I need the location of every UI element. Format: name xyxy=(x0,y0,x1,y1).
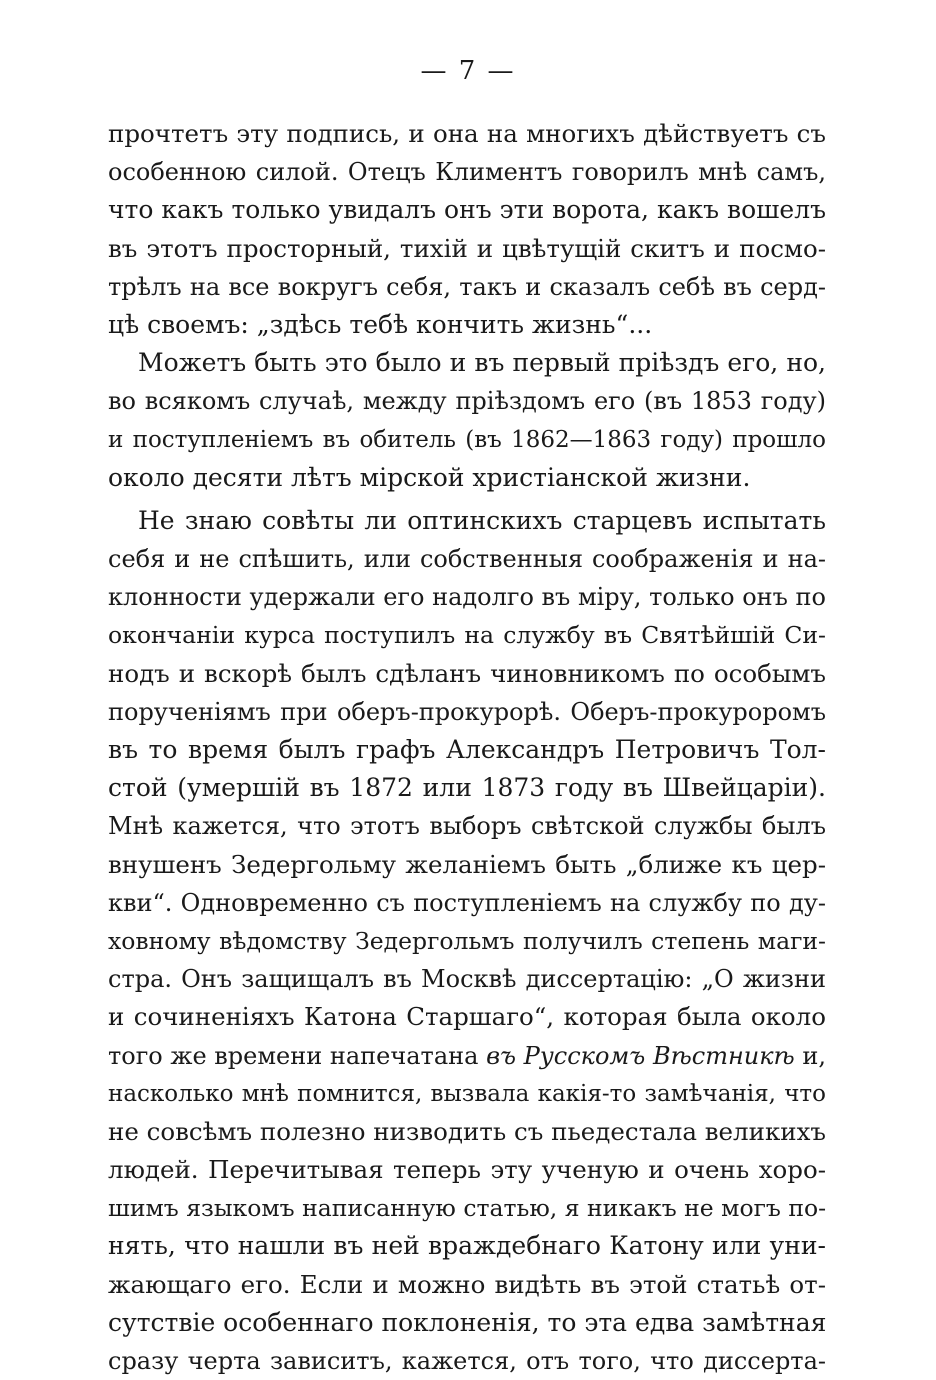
text-line: что какъ только увидалъ онъ эти ворота, какъ вошелъ xyxy=(108,195,826,225)
text-line: трѣлъ на все вокругъ себя, такъ и сказалъ себѣ въ серд- xyxy=(108,272,826,301)
text-line: Мнѣ кажется, что этотъ выборъ свѣтской службы былъ xyxy=(108,812,826,841)
text-line: ховному вѣдомству Зедергольмъ получилъ степень маги- xyxy=(108,926,826,955)
text-segment: того же времени напечатана xyxy=(108,1041,487,1070)
text-line: внушенъ Зедергольму желаніемъ быть „ближе къ цер- xyxy=(108,849,826,879)
paragraph-3 xyxy=(108,502,826,1380)
text-line: людей. Перечитывая теперь эту ученую и очень хоро- xyxy=(108,1155,826,1185)
text-line: шимъ языкомъ написанную статью, я никакъ не могъ по- xyxy=(108,1194,826,1223)
text-line: и поступленіемъ въ обитель (въ 1862—1863 году) прошло xyxy=(108,426,826,453)
text-line: въ то время былъ графъ Александръ Петровичъ Тол- xyxy=(108,735,826,764)
text-line: клонности удержали его надолго въ міру, только онъ по xyxy=(108,583,826,612)
text-line: порученіямъ при оберъ-прокурорѣ. Оберъ-прокуроромъ xyxy=(108,697,826,726)
text-line: окончаніи курса поступилъ на службу въ Святѣйшій Си- xyxy=(108,621,826,650)
text-line: жающаго его. Если и можно видѣть въ этой статьѣ от- xyxy=(108,1269,826,1299)
text-line: нодъ и вскорѣ былъ сдѣланъ чиновникомъ по особымъ xyxy=(108,658,826,688)
text-line: стой (умершій въ 1872 или 1873 году въ Швейцаріи). xyxy=(108,773,826,803)
body-text xyxy=(108,115,826,1380)
text-line: во всякомъ случаѣ, между пріѣздомъ его (въ 1853 году) xyxy=(108,387,826,416)
text-line: стра. Онъ защищалъ въ Москвѣ диссертацію: „О жизни xyxy=(108,965,826,994)
page-number: — 7 — xyxy=(420,56,516,86)
text-line: сутствіе особеннаго поклоненія, то эта едва замѣтная xyxy=(108,1307,826,1337)
text-line: нять, что нашли въ ней враждебнаго Катону или уни- xyxy=(108,1231,826,1261)
text-segment: и, xyxy=(794,1041,826,1070)
text-line-with-italic xyxy=(108,1037,826,1075)
text-line: въ этотъ просторный, тихій и цвѣтущій скитъ и посмо- xyxy=(108,233,826,263)
paragraph-1 xyxy=(108,115,826,344)
text-line: сразу черта зависитъ, кажется, отъ того, что диссерта- xyxy=(108,1347,826,1375)
text-line: Можетъ быть это было и въ первый пріѣздъ его, но, xyxy=(138,348,826,378)
text-line: цѣ своемъ: „здѣсь тебѣ кончить жизнь“... xyxy=(108,309,653,339)
text-line: около десяти лѣтъ мірской христіанской жизни. xyxy=(108,462,751,492)
text-line: насколько мнѣ помнится, вызвала какія-то замѣчанія, что xyxy=(108,1080,826,1107)
text-line: Не знаю совѣты ли оптинскихъ старцевъ испытать xyxy=(138,505,826,535)
text-line: и сочиненіяхъ Катона Старшаго“, которая была около xyxy=(108,1002,826,1032)
text-line: особенною силой. Отецъ Климентъ говорилъ мнѣ самъ, xyxy=(108,158,826,187)
text-line: себя и не спѣшить, или собственныя соображенія и на- xyxy=(108,545,826,574)
journal-title: въ Русскомъ Вѣстникѣ xyxy=(486,1041,795,1070)
paragraph-2 xyxy=(108,344,826,497)
text-line: кви“. Одновременно съ поступленіемъ на службу по ду- xyxy=(108,888,826,917)
text-line: прочтетъ эту подпись, и она на многихъ дѣйствуетъ съ xyxy=(108,119,826,148)
text-line: не совсѣмъ полезно низводить съ пьедестала великихъ xyxy=(108,1116,826,1146)
